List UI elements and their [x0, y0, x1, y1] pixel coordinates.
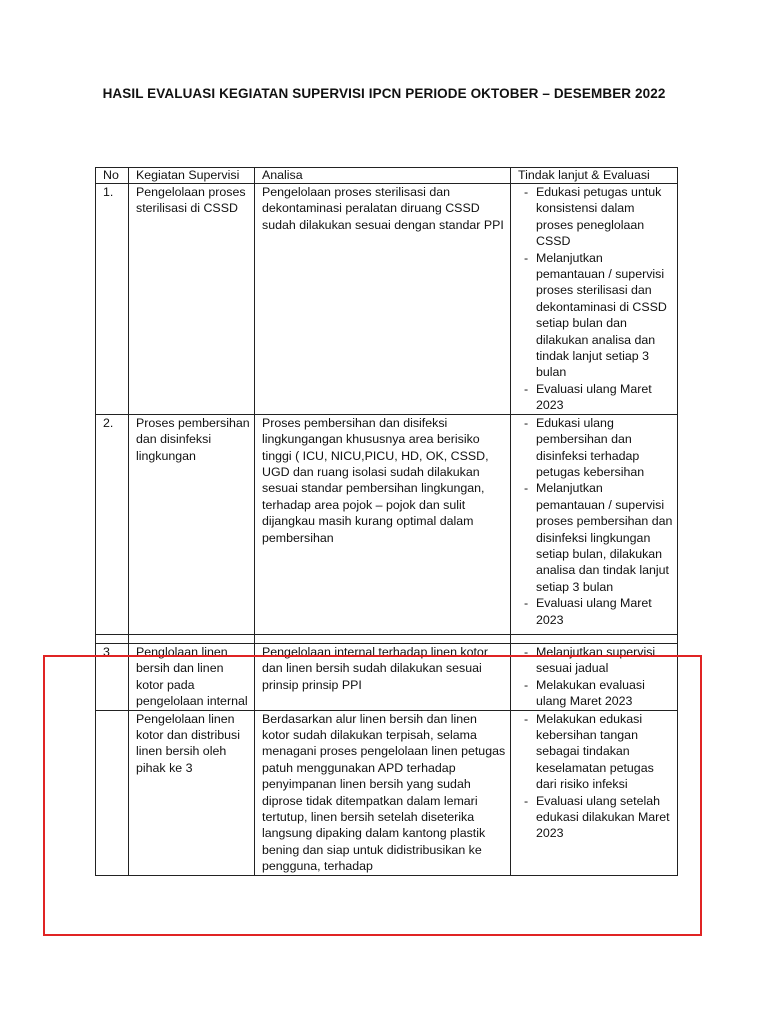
row-number: 1.	[96, 184, 129, 415]
gap-cell	[511, 634, 678, 643]
row-kegiatan: Pengelolaan proses sterilisasi di CSSD	[129, 184, 255, 415]
list-item: - Melakukan edukasi kebersihan tangan sebagai tindakan keselamatan petugas dari risiko infeksi	[536, 711, 674, 793]
list-item: - Evaluasi ulang Maret 2023	[536, 595, 674, 628]
tindak-lanjut-list	[518, 415, 674, 628]
row-number	[96, 710, 129, 875]
list-item: - Evaluasi ulang setelah edukasi dilakukan Maret 2023	[536, 793, 674, 842]
list-item: - Evaluasi ulang Maret 2023	[536, 381, 674, 414]
header-analisa: Analisa	[255, 168, 511, 184]
list-item: - Edukasi ulang pembersihan dan disinfeksi terhadap petugas kebersihan	[536, 415, 674, 481]
list-item: - Melakukan evaluasi ulang Maret 2023	[536, 677, 674, 710]
row-kegiatan: Proses pembersihan dan disinfeksi lingkungan	[129, 414, 255, 634]
table-row	[96, 643, 678, 710]
row-tindak-lanjut	[511, 184, 678, 415]
list-item: - Melanjutkan supervisi sesuai jadual	[536, 644, 674, 677]
header-kegiatan: Kegiatan Supervisi	[129, 168, 255, 184]
header-no: No	[96, 168, 129, 184]
row-analisa: Proses pembersihan dan disifeksi lingkungangan khususnya area berisiko tinggi ( ICU, NICU,PICU, HD, OK, CSSD, UGD dan ruang isolasi sudah dilakukan sesuai standar pembersihan lingkungan, terhadap area pojok – pojok dan sulit dijangkau masih kurang optimal dalam pembersihan	[255, 414, 511, 634]
row-kegiatan: Pengelolaan linen kotor dan distribusi linen bersih oleh pihak ke 3	[129, 710, 255, 875]
list-item: - Melanjutkan pemantauan / supervisi proses pembersihan dan disinfeksi lingkungan setiap bulan, dilakukan analisa dan tindak lanjut setiap 3 bulan	[536, 480, 674, 595]
row-analisa: Pengelolaan proses sterilisasi dan dekontaminasi peralatan diruang CSSD sudah dilakukan sesuai dengan standar PPI	[255, 184, 511, 415]
tindak-lanjut-list	[518, 184, 674, 414]
table-header-row	[96, 168, 678, 184]
table-row	[96, 414, 678, 634]
row-analisa: Pengelolaan internal terhadap linen kotor dan linen bersih sudah dilakukan sesuai prinsip prinsip PPI	[255, 643, 511, 710]
list-item: - Melanjutkan pemantauan / supervisi proses sterilisasi dan dekontaminasi di CSSD setiap bulan dan dilakukan analisa dan tindak lanjut setiap 3 bulan	[536, 250, 674, 381]
tindak-lanjut-list	[518, 644, 674, 710]
row-tindak-lanjut	[511, 710, 678, 875]
row-kegiatan: Penglolaan linen bersih dan linen kotor pada pengelolaan internal	[129, 643, 255, 710]
row-number: 3	[96, 643, 129, 710]
gap-cell	[96, 634, 129, 643]
header-tindak-lanjut: Tindak lanjut & Evaluasi	[511, 168, 678, 184]
row-tindak-lanjut	[511, 414, 678, 634]
page-break-gap	[96, 634, 678, 643]
row-number: 2.	[96, 414, 129, 634]
table-row	[96, 710, 678, 875]
gap-cell	[129, 634, 255, 643]
tindak-lanjut-list	[518, 711, 674, 842]
evaluation-table	[95, 167, 678, 876]
table-row	[96, 184, 678, 415]
list-item: - Edukasi petugas untuk konsistensi dalam proses peneglolaan CSSD	[536, 184, 674, 250]
row-analisa: Berdasarkan alur linen bersih dan linen kotor sudah dilakukan terpisah, selama menagani proses pengelolaan linen petugas patuh menggunakan APD terhadap penyimpanan linen bersih yang sudah diprose tidak ditempatkan dalam lemari tertutup, linen bersih setelah diseterika langsung dipaking dalam kantong plastik bening dan siap untuk didistribusikan ke pengguna, terhadap	[255, 710, 511, 875]
document-title: HASIL EVALUASI KEGIATAN SUPERVISI IPCN PERIODE OKTOBER – DESEMBER 2022	[102, 86, 666, 101]
gap-cell	[255, 634, 511, 643]
row-tindak-lanjut	[511, 643, 678, 710]
